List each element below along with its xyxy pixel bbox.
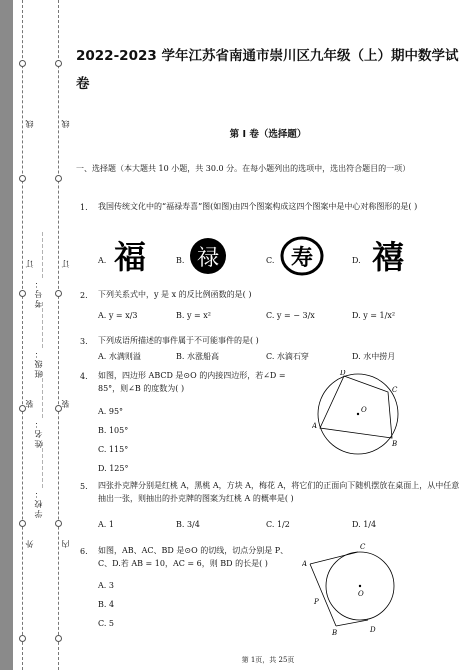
q3-option-a: A. 水满则溢 [98,352,141,361]
svg-text:A: A [312,422,318,430]
svg-text:D: D [370,626,376,634]
binding-hole [55,60,62,67]
q4-option-c: C. 115° [98,445,129,454]
q3-option-c: C. 水滴石穿 [266,352,309,361]
q6-text: 如图，AB、AC、BD 是⊙O 的切线，切点分别是 P、C、D.若 AB = 10，AC = 6，则 BD 的长是( ) [98,546,289,568]
svg-text:B: B [332,629,338,636]
q2-number: 2. [80,291,88,300]
school-field: 学校：________ [34,440,43,518]
exam-title: 2022-2023 学年江苏省南通市崇川区九年级（上）期中数学试卷 [76,48,459,92]
q4-option-a: A. 95° [98,407,124,416]
q6-tangent-figure [302,540,402,636]
svg-text:C: C [392,386,398,394]
q2-option-b: B. y = x² [176,311,211,320]
q3-option-d: D. 水中捞月 [352,352,396,361]
q3-number: 3. [80,337,88,346]
fu-pattern-icon [110,236,150,276]
class-field: 班级：________ [34,300,43,378]
gutter-inner-label: 装 [61,400,70,408]
q6-option-b: B. 4 [98,600,115,609]
gutter-outer-label: 装 [25,400,34,408]
svg-text:P: P [314,598,319,606]
svg-text:A: A [302,560,308,568]
q2-text: 下列关系式中，y 是 x 的反比例函数的是( ) [98,290,252,299]
q3-option-b: B. 水涨船高 [176,352,219,361]
exam-number-field: 考号：________ [34,230,43,308]
q5-option-b: B. 3/4 [176,520,200,529]
q1-option-d: D. [352,256,361,265]
q5-number: 5. [80,482,88,491]
binding-hole [55,290,62,297]
q2-option-c: C. y = − 3/x [266,311,315,320]
gutter-inner-label: 线 [61,120,70,128]
svg-text:寿: 寿 [290,245,314,271]
binding-hole [19,520,26,527]
q1-text: 我国传统文化中的“福禄寿喜”图(如图)由四个图案构成这四个图案中是中心对称图形的是( ) [98,202,418,211]
gutter-outer-label: 订 [25,260,34,268]
binding-hole [19,60,26,67]
q4-circle-figure [312,370,404,462]
binding-hole [19,290,26,297]
q1-option-a: A. [98,256,107,265]
binding-gutter [0,0,70,670]
q1-option-b: B. [176,256,185,265]
binding-hole [19,175,26,182]
binding-hole [55,175,62,182]
outer-dashed-line [22,0,23,670]
q6-option-c: C. 5 [98,619,115,628]
shou-pattern-icon [280,236,324,276]
gutter-inner-label: 订 [61,260,70,268]
gutter-inner-label: 内 [61,540,70,548]
svg-text:O: O [361,406,367,414]
svg-text:B: B [392,440,398,448]
svg-text:福: 福 [113,238,147,276]
q1-option-c: C. [266,256,275,265]
svg-text:禄: 禄 [196,246,220,271]
q4-text: 如图，四边形 ABCD 是⊙O 的内接四边形，若∠D = 85°，则∠B 的度数为( ) [98,371,286,393]
gutter-outer-label: 线 [25,120,34,128]
lu-pattern-icon [188,236,228,276]
name-field: 姓名：________ [34,370,43,448]
q1-number: 1. [80,203,88,212]
q3-text: 下列成语所描述的事件属于不可能事件的是( ) [98,336,259,345]
svg-text:C: C [360,543,366,551]
binding-hole [55,635,62,642]
q2-option-a: A. y = x/3 [98,311,138,320]
gutter-bar [0,0,13,670]
q5-option-d: D. 1/4 [352,520,377,529]
q6-option-a: A. 3 [98,581,114,590]
xi-pattern-icon [368,236,408,276]
q4-option-d: D. 125° [98,464,129,473]
section-heading: 第 I 卷（选择题） [229,129,307,140]
binding-hole [55,520,62,527]
svg-text:O: O [358,590,364,598]
exam-paper [76,0,468,670]
q4-number: 4. [80,372,88,381]
part-heading: 一、选择题（本大题共 10 小题，共 30.0 分。在每小题列出的选项中，选出符合题目的一项） [76,164,411,173]
q5-option-a: A. 1 [98,520,114,529]
gutter-outer-label: 外 [25,540,34,548]
q6-number: 6. [80,547,88,556]
q5-text: 四张扑克牌分别是红桃 A，黑桃 A，方块 A，梅花 A，将它们的正面向下随机摆放在桌面上，从中任意抽出一张，则抽出的扑克牌的图案为红桃 A 的概率是( ) [98,481,460,503]
svg-text:禧: 禧 [371,238,405,276]
q4-option-b: B. 105° [98,426,129,435]
binding-hole [19,635,26,642]
svg-text:D: D [340,370,346,377]
inner-dashed-line [58,0,59,670]
page-footer: 第 1页，共 25页 [241,656,295,664]
q5-option-c: C. 1/2 [266,520,290,529]
q2-option-d: D. y = 1/x² [352,311,396,320]
